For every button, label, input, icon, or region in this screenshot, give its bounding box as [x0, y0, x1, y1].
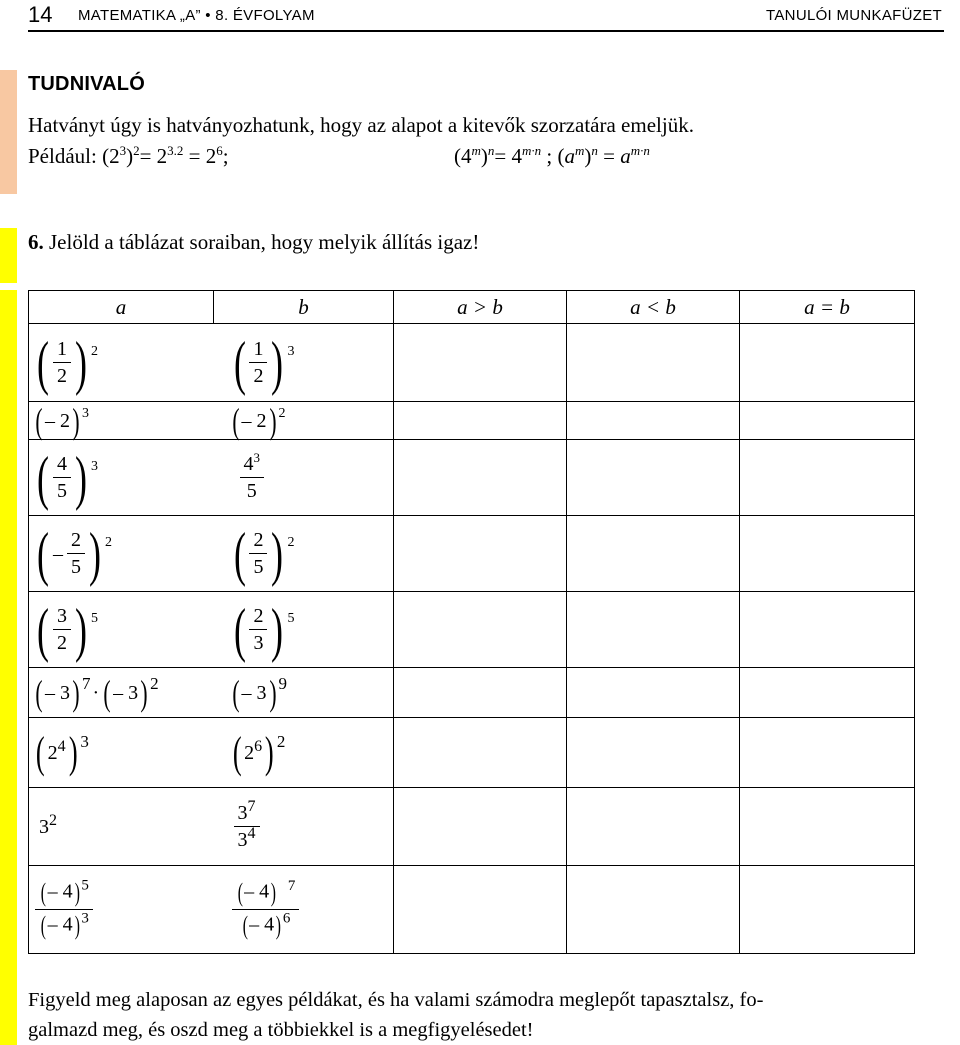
- cell-a: ( – 3 ) 7 · ( – 3 ) 2: [29, 668, 214, 718]
- answer-cell-lt[interactable]: [567, 718, 740, 788]
- cell-a: ( $\frac{1}{2}$ ) 2: [29, 324, 214, 402]
- cell-a: $\frac{(- 4) ^5}{(- 4) ^3}$: [29, 866, 214, 954]
- cell-b: ( $\frac{1}{2}$ ) 3: [214, 324, 394, 402]
- answer-cell-eq[interactable]: [740, 788, 915, 866]
- page-number: 14: [28, 2, 53, 27]
- info-title: TUDNIVALÓ: [28, 73, 145, 95]
- cell-b: $\frac{4^3}{5}$: [214, 440, 394, 516]
- answer-cell-gt[interactable]: [394, 516, 567, 592]
- answer-cell-gt[interactable]: [394, 866, 567, 954]
- example-general-rule: $(4^m)^n= 4^{m\cdot n}$ ; $(a^m)^n = a^{m\cdot n}$: [454, 143, 650, 168]
- table-row: [29, 324, 915, 402]
- table-row: [29, 402, 915, 440]
- table-row: [29, 440, 915, 516]
- answer-cell-lt[interactable]: [567, 402, 740, 440]
- cell-a: $3^2$: [29, 788, 214, 866]
- table-row: [29, 788, 915, 866]
- cell-b: ( – 2 ) 2: [214, 402, 394, 440]
- example-line: [28, 144, 928, 178]
- answer-cell-eq[interactable]: [740, 402, 915, 440]
- header-a-eq-b: a = b: [740, 291, 915, 324]
- info-margin-bar: [0, 70, 17, 194]
- header-b: b: [214, 291, 394, 324]
- table-row: [29, 516, 915, 592]
- cell-b: $\frac{3^7}{3^4}$: [214, 788, 394, 866]
- answer-cell-eq[interactable]: [740, 668, 915, 718]
- answer-cell-lt[interactable]: [567, 788, 740, 866]
- answer-cell-lt[interactable]: [567, 440, 740, 516]
- info-text: Hatványt úgy is hatványozhatunk, hogy az alapot a kitevők szorzatára emeljük.: [28, 113, 694, 137]
- cell-a: ( $2^4$ ) 3: [29, 718, 214, 788]
- table-row: [29, 718, 915, 788]
- answer-cell-lt[interactable]: [567, 592, 740, 668]
- table-row: [29, 668, 915, 718]
- answer-cell-eq[interactable]: [740, 324, 915, 402]
- table-row: [29, 866, 915, 954]
- answer-cell-eq[interactable]: [740, 516, 915, 592]
- cell-a: ( $\frac{3}{2}$ ) 5: [29, 592, 214, 668]
- answer-cell-eq[interactable]: [740, 440, 915, 516]
- task-margin-bar: [0, 228, 17, 283]
- answer-cell-lt[interactable]: [567, 866, 740, 954]
- example-power-of-two: Például: $(2^3)^2= 2^{3.2} = 2^6$;: [28, 143, 229, 168]
- header-a-gt-b: a > b: [394, 291, 567, 324]
- book-title: MATEMATIKA „A” • 8. ÉVFOLYAM: [78, 7, 315, 24]
- header-a: a: [29, 291, 214, 324]
- comparison-table: [28, 290, 915, 954]
- answer-cell-eq[interactable]: [740, 866, 915, 954]
- footer-note: Figyeld meg alaposan az egyes példákat, és ha valami számodra meglepőt tapasztalsz, fo- galmazd meg, és oszd meg a többiekkel is a megfigyelésedet!: [28, 989, 764, 1041]
- cell-a: ( – 2 ) 3: [29, 402, 214, 440]
- cell-b: ( $2^6$ ) 2: [214, 718, 394, 788]
- cell-a: ( – $\frac{2}{5}$ ) 2: [29, 516, 214, 592]
- answer-cell-lt[interactable]: [567, 516, 740, 592]
- cell-b: $\frac{(- 4) ^7}{(- 4) ^6}$: [214, 866, 394, 954]
- cell-b: ( $\frac{2}{5}$ ) 2: [214, 516, 394, 592]
- answer-cell-gt[interactable]: [394, 324, 567, 402]
- task-instruction: 6. Jelöld a táblázat soraiban, hogy melyik állítás igaz!: [28, 230, 480, 254]
- cell-b: ( $\frac{2}{3}$ ) 5: [214, 592, 394, 668]
- answer-cell-eq[interactable]: [740, 592, 915, 668]
- answer-cell-gt[interactable]: [394, 402, 567, 440]
- answer-cell-gt[interactable]: [394, 440, 567, 516]
- answer-cell-lt[interactable]: [567, 324, 740, 402]
- table-margin-bar: [0, 290, 17, 1045]
- header-a-lt-b: a < b: [567, 291, 740, 324]
- answer-cell-gt[interactable]: [394, 718, 567, 788]
- answer-cell-eq[interactable]: [740, 718, 915, 788]
- cell-b: ( – 3 ) 9: [214, 668, 394, 718]
- answer-cell-gt[interactable]: [394, 592, 567, 668]
- cell-a: ( $\frac{4}{5}$ ) 3: [29, 440, 214, 516]
- page-header: [28, 0, 944, 32]
- answer-cell-gt[interactable]: [394, 668, 567, 718]
- answer-cell-gt[interactable]: [394, 788, 567, 866]
- workbook-label: TANULÓI MUNKAFÜZET: [766, 7, 942, 24]
- answer-cell-lt[interactable]: [567, 668, 740, 718]
- table-row: [29, 592, 915, 668]
